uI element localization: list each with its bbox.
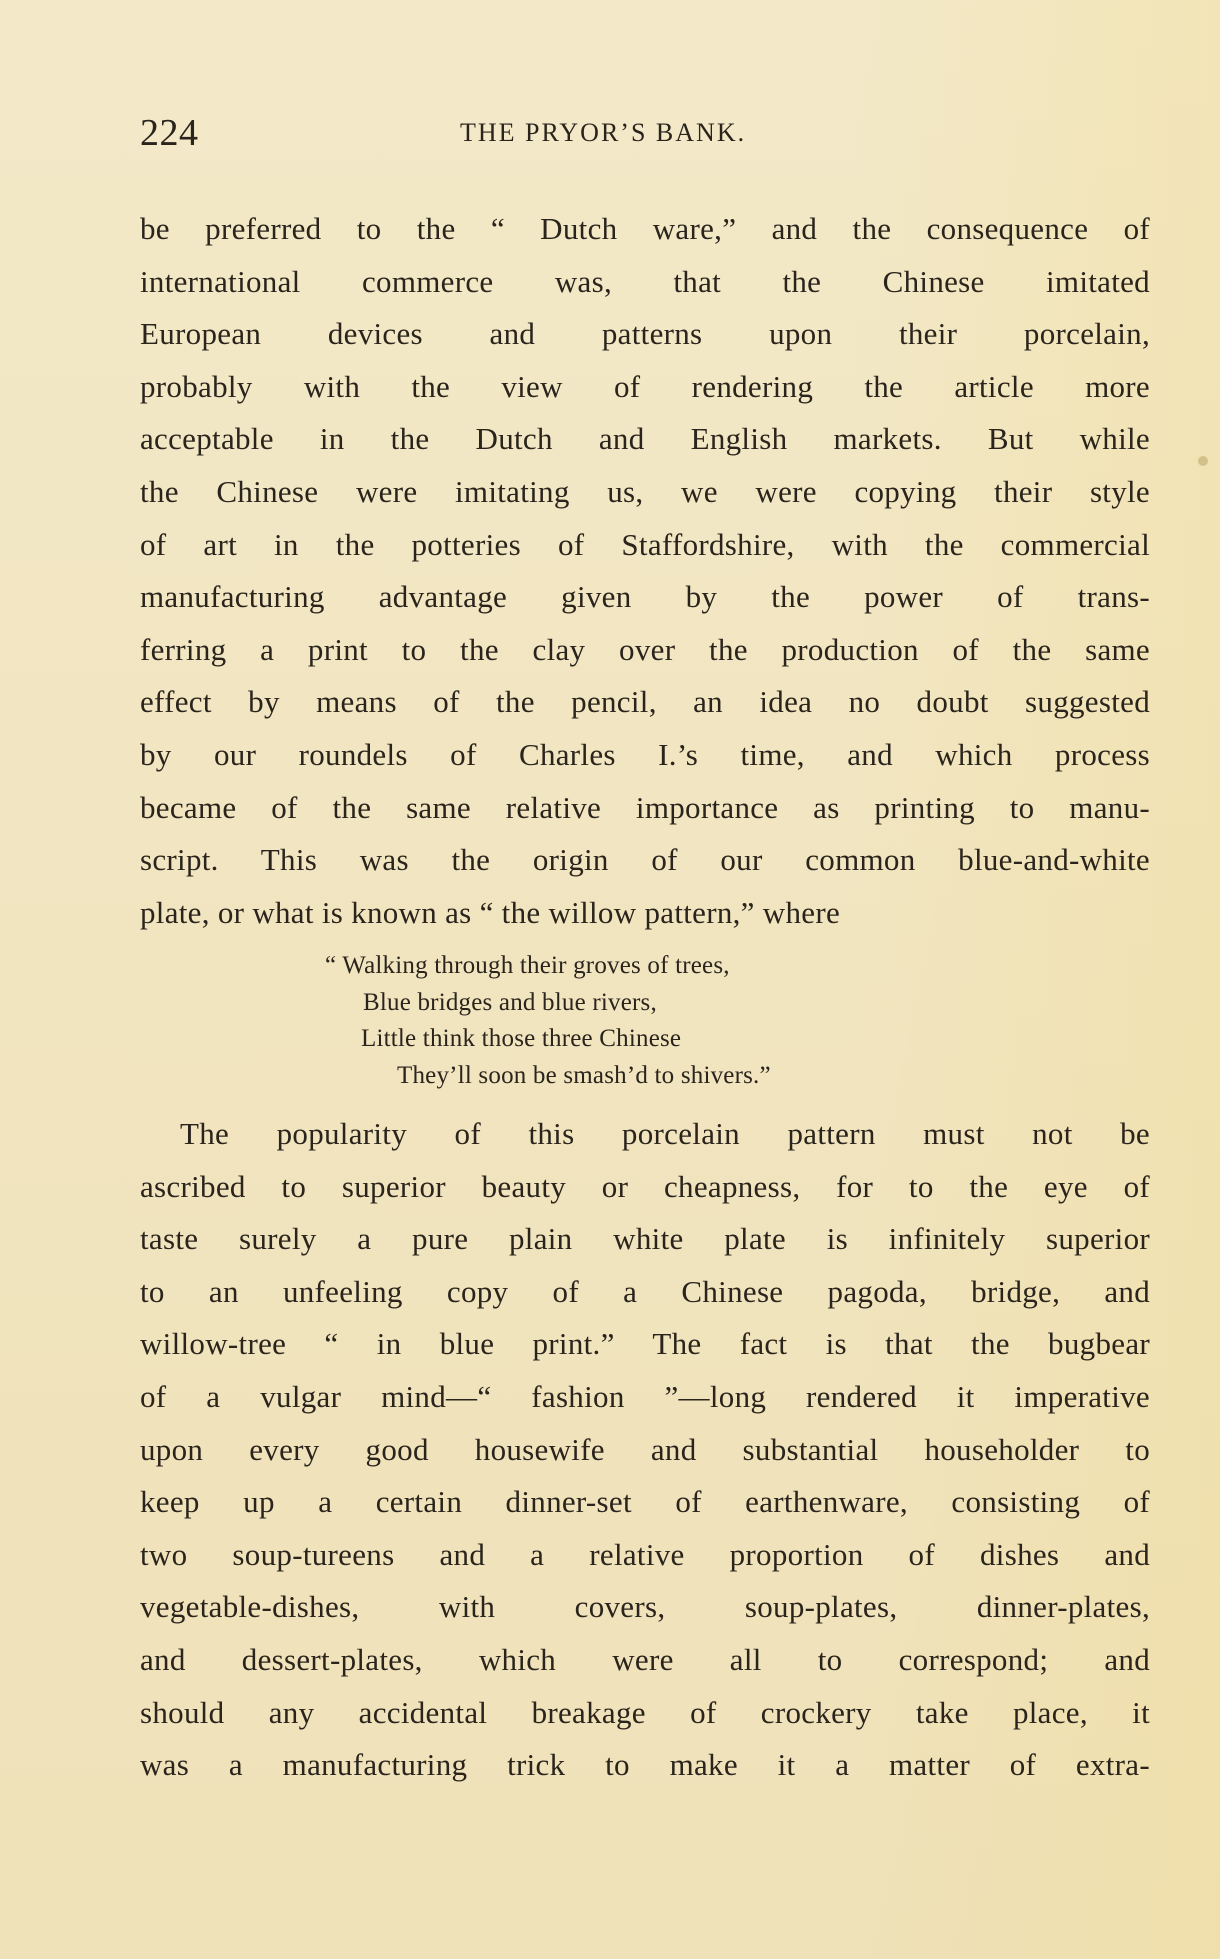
- text-line: and dessert-plates, which were all to correspond; and: [140, 1641, 1150, 1677]
- text-line: European devices and patterns upon their porcelain,: [140, 316, 1150, 352]
- text-line: probably with the view of rendering the article more: [140, 368, 1150, 404]
- text-line: vegetable-dishes, with covers, soup-plates, dinner-plates,: [140, 1589, 1150, 1625]
- running-head: THE PRYOR’S BANK.: [460, 118, 747, 147]
- text-line: acceptable in the Dutch and English markets. But while: [140, 421, 1150, 457]
- paper-speck: [1198, 456, 1208, 466]
- text-line: be preferred to the “ Dutch ware,” and the consequence of: [140, 211, 1150, 246]
- text-line: was a manufacturing trick to make it a matter of extra-: [140, 1747, 1150, 1783]
- text-line: script. This was the origin of our common blue-and-white: [140, 842, 1150, 878]
- text-line: effect by means of the pencil, an idea no doubt suggested: [140, 684, 1150, 720]
- text-line: taste surely a pure plain white plate is infinitely superior: [140, 1221, 1150, 1257]
- text-line: manufacturing advantage given by the power of trans-: [140, 579, 1150, 615]
- text-line: should any accidental breakage of crockery take place, it: [140, 1694, 1150, 1730]
- text-line: by our roundels of Charles I.’s time, and which process: [140, 736, 1150, 772]
- text-line: the Chinese were imitating us, we were copying their style: [140, 473, 1150, 509]
- text-line: of a vulgar mind—“ fashion ”—long rendered it imperative: [140, 1378, 1150, 1414]
- text-line: two soup-tureens and a relative proportion of dishes and: [140, 1536, 1150, 1572]
- verse-line: Blue bridges and blue rivers,: [363, 988, 657, 1016]
- text-line: of art in the potteries of Staffordshire, with the commercial: [140, 526, 1150, 562]
- text-line: international commerce was, that the Chinese imitated: [140, 263, 1150, 299]
- text-line: willow-tree “ in blue print.” The fact is that the bugbear: [140, 1326, 1150, 1362]
- text-line: became of the same relative importance as printing to manu-: [140, 789, 1150, 825]
- paragraph-1: [140, 203, 1150, 939]
- page-number: 224: [140, 112, 199, 154]
- verse-line: Little think those three Chinese: [361, 1025, 682, 1052]
- text-line: The popularity of this porcelain pattern must not be: [180, 1116, 1150, 1151]
- verse-line: They’ll soon be smash’d to shivers.”: [397, 1061, 771, 1089]
- text-line: ferring a print to the clay over the production of the same: [140, 631, 1150, 667]
- text-line: ascribed to superior beauty or cheapness, for to the eye of: [140, 1168, 1150, 1204]
- text-line: upon every good housewife and substantial householder to: [140, 1431, 1150, 1467]
- page-header: [140, 108, 1150, 158]
- paragraph-2: [140, 1108, 1150, 1792]
- verse-line: “ Walking through their groves of trees,: [325, 952, 730, 979]
- verse-quotation: [325, 948, 1025, 1094]
- text-line: plate, or what is known as “ the willow pattern,” where: [140, 894, 841, 930]
- text-line: keep up a certain dinner-set of earthenware, consisting of: [140, 1484, 1150, 1520]
- text-line: to an unfeeling copy of a Chinese pagoda, bridge, and: [140, 1273, 1150, 1309]
